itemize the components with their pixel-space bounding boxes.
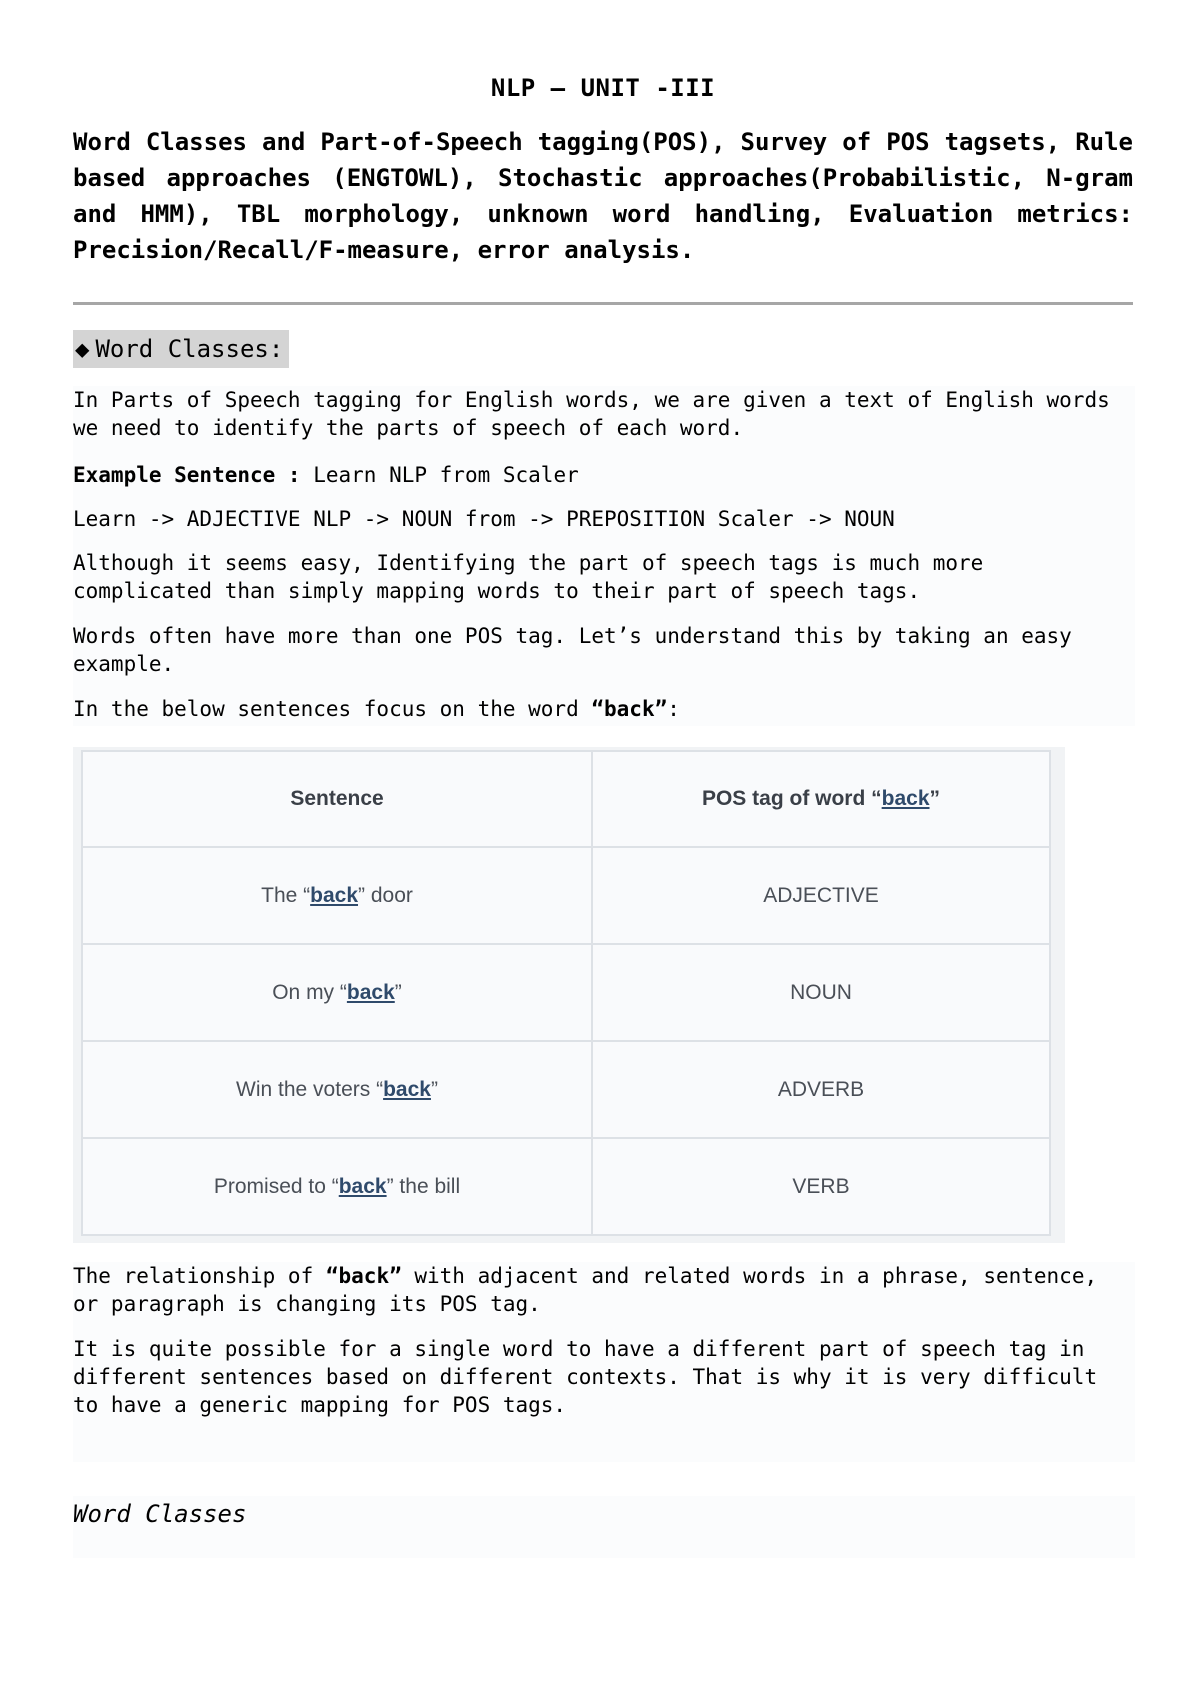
header-sentence: Sentence bbox=[82, 751, 592, 847]
relationship-keyword: “back” bbox=[325, 1264, 402, 1288]
table-row bbox=[82, 944, 1050, 1041]
sentence-pre: The “ bbox=[261, 883, 311, 907]
sentence-post: ” bbox=[394, 980, 402, 1004]
header-pos-suffix: ” bbox=[929, 787, 941, 810]
example-sentence bbox=[73, 461, 1133, 489]
example-text: Learn NLP from Scaler bbox=[300, 463, 579, 487]
page-title: NLP – UNIT -III bbox=[490, 74, 716, 102]
table-header-row bbox=[82, 751, 1050, 847]
sentence-cell bbox=[82, 847, 592, 944]
sentence-pre: Win the voters “ bbox=[236, 1077, 384, 1101]
although-paragraph: Although it seems easy, Identifying the part of speech tags is much more complicated than simply mapping words to their part of speech tags. bbox=[73, 551, 984, 603]
below-suffix: : bbox=[667, 697, 680, 721]
table-row bbox=[82, 1138, 1050, 1235]
pos-tag-cell: ADJECTIVE bbox=[592, 847, 1050, 944]
sentence-pre: On my “ bbox=[272, 980, 347, 1004]
relationship-prefix: The relationship of bbox=[73, 1264, 326, 1288]
tagged-example: Learn -> ADJECTIVE NLP -> NOUN from -> PREPOSITION Scaler -> NOUN bbox=[73, 507, 895, 531]
diamond-bullet-icon: ◆ bbox=[75, 335, 90, 363]
header-pos-prefix: POS tag of word “ bbox=[701, 787, 882, 810]
pos-tag-cell: ADVERB bbox=[592, 1041, 1050, 1138]
sentence-cell bbox=[82, 944, 592, 1041]
intro-paragraph: In Parts of Speech tagging for English words, we are given a text of English words we need to identify the parts of speech of each word. bbox=[73, 388, 1110, 440]
relationship-paragraph bbox=[73, 1262, 1133, 1318]
pos-tag-table bbox=[81, 750, 1051, 1236]
possible-paragraph: It is quite possible for a single word to have a different part of speech tag in different sentences based on different contexts. That is why it is very difficult to have a generic mapping for POS tags. bbox=[73, 1337, 1098, 1417]
table-row bbox=[82, 847, 1050, 944]
sentence-post: ” the bill bbox=[386, 1174, 461, 1198]
sentence-keyword: back bbox=[310, 883, 359, 907]
below-prefix: In the below sentences focus on the word bbox=[73, 697, 592, 721]
sentence-keyword: back bbox=[338, 1174, 387, 1198]
section-heading-text: Word Classes: bbox=[95, 335, 284, 363]
sentence-cell bbox=[82, 1041, 592, 1138]
sentence-cell bbox=[82, 1138, 592, 1235]
table-row bbox=[82, 1041, 1050, 1138]
below-sentences-paragraph bbox=[73, 695, 1133, 723]
sentence-keyword: back bbox=[346, 980, 395, 1004]
sentence-post: ” bbox=[430, 1077, 438, 1101]
words-often-paragraph: Words often have more than one POS tag. Let’s understand this by taking an easy example. bbox=[73, 624, 1072, 676]
sentence-keyword: back bbox=[383, 1077, 431, 1101]
below-keyword: “back” bbox=[591, 697, 668, 721]
sentence-post: ” door bbox=[358, 883, 413, 907]
word-classes-subheading: Word Classes bbox=[73, 1500, 247, 1528]
sentence-pre: Promised to “ bbox=[213, 1174, 339, 1198]
pos-tag-cell: VERB bbox=[592, 1138, 1050, 1235]
example-label: Example Sentence : bbox=[73, 463, 301, 487]
unit-syllabus: Word Classes and Part-of-Speech tagging(POS), Survey of POS tagsets, Rule based approaches (ENGTOWL), Stochastic approaches(Probabilistic, N-gram and HMM), TBL morphology, unknown word handling, Evaluation metrics: Precision/Recall/F-measure, error analysis. bbox=[73, 128, 1133, 264]
header-pos-keyword: back bbox=[881, 787, 930, 810]
header-pos-tag bbox=[592, 751, 1050, 847]
horizontal-divider bbox=[73, 302, 1133, 305]
pos-tag-cell: NOUN bbox=[592, 944, 1050, 1041]
relationship-suffix: with adjacent and related words in a phrase, sentence, or paragraph is changing its POS tag. bbox=[73, 1264, 1098, 1316]
pos-table-container bbox=[73, 747, 1065, 1243]
section-heading-word-classes bbox=[73, 330, 289, 368]
